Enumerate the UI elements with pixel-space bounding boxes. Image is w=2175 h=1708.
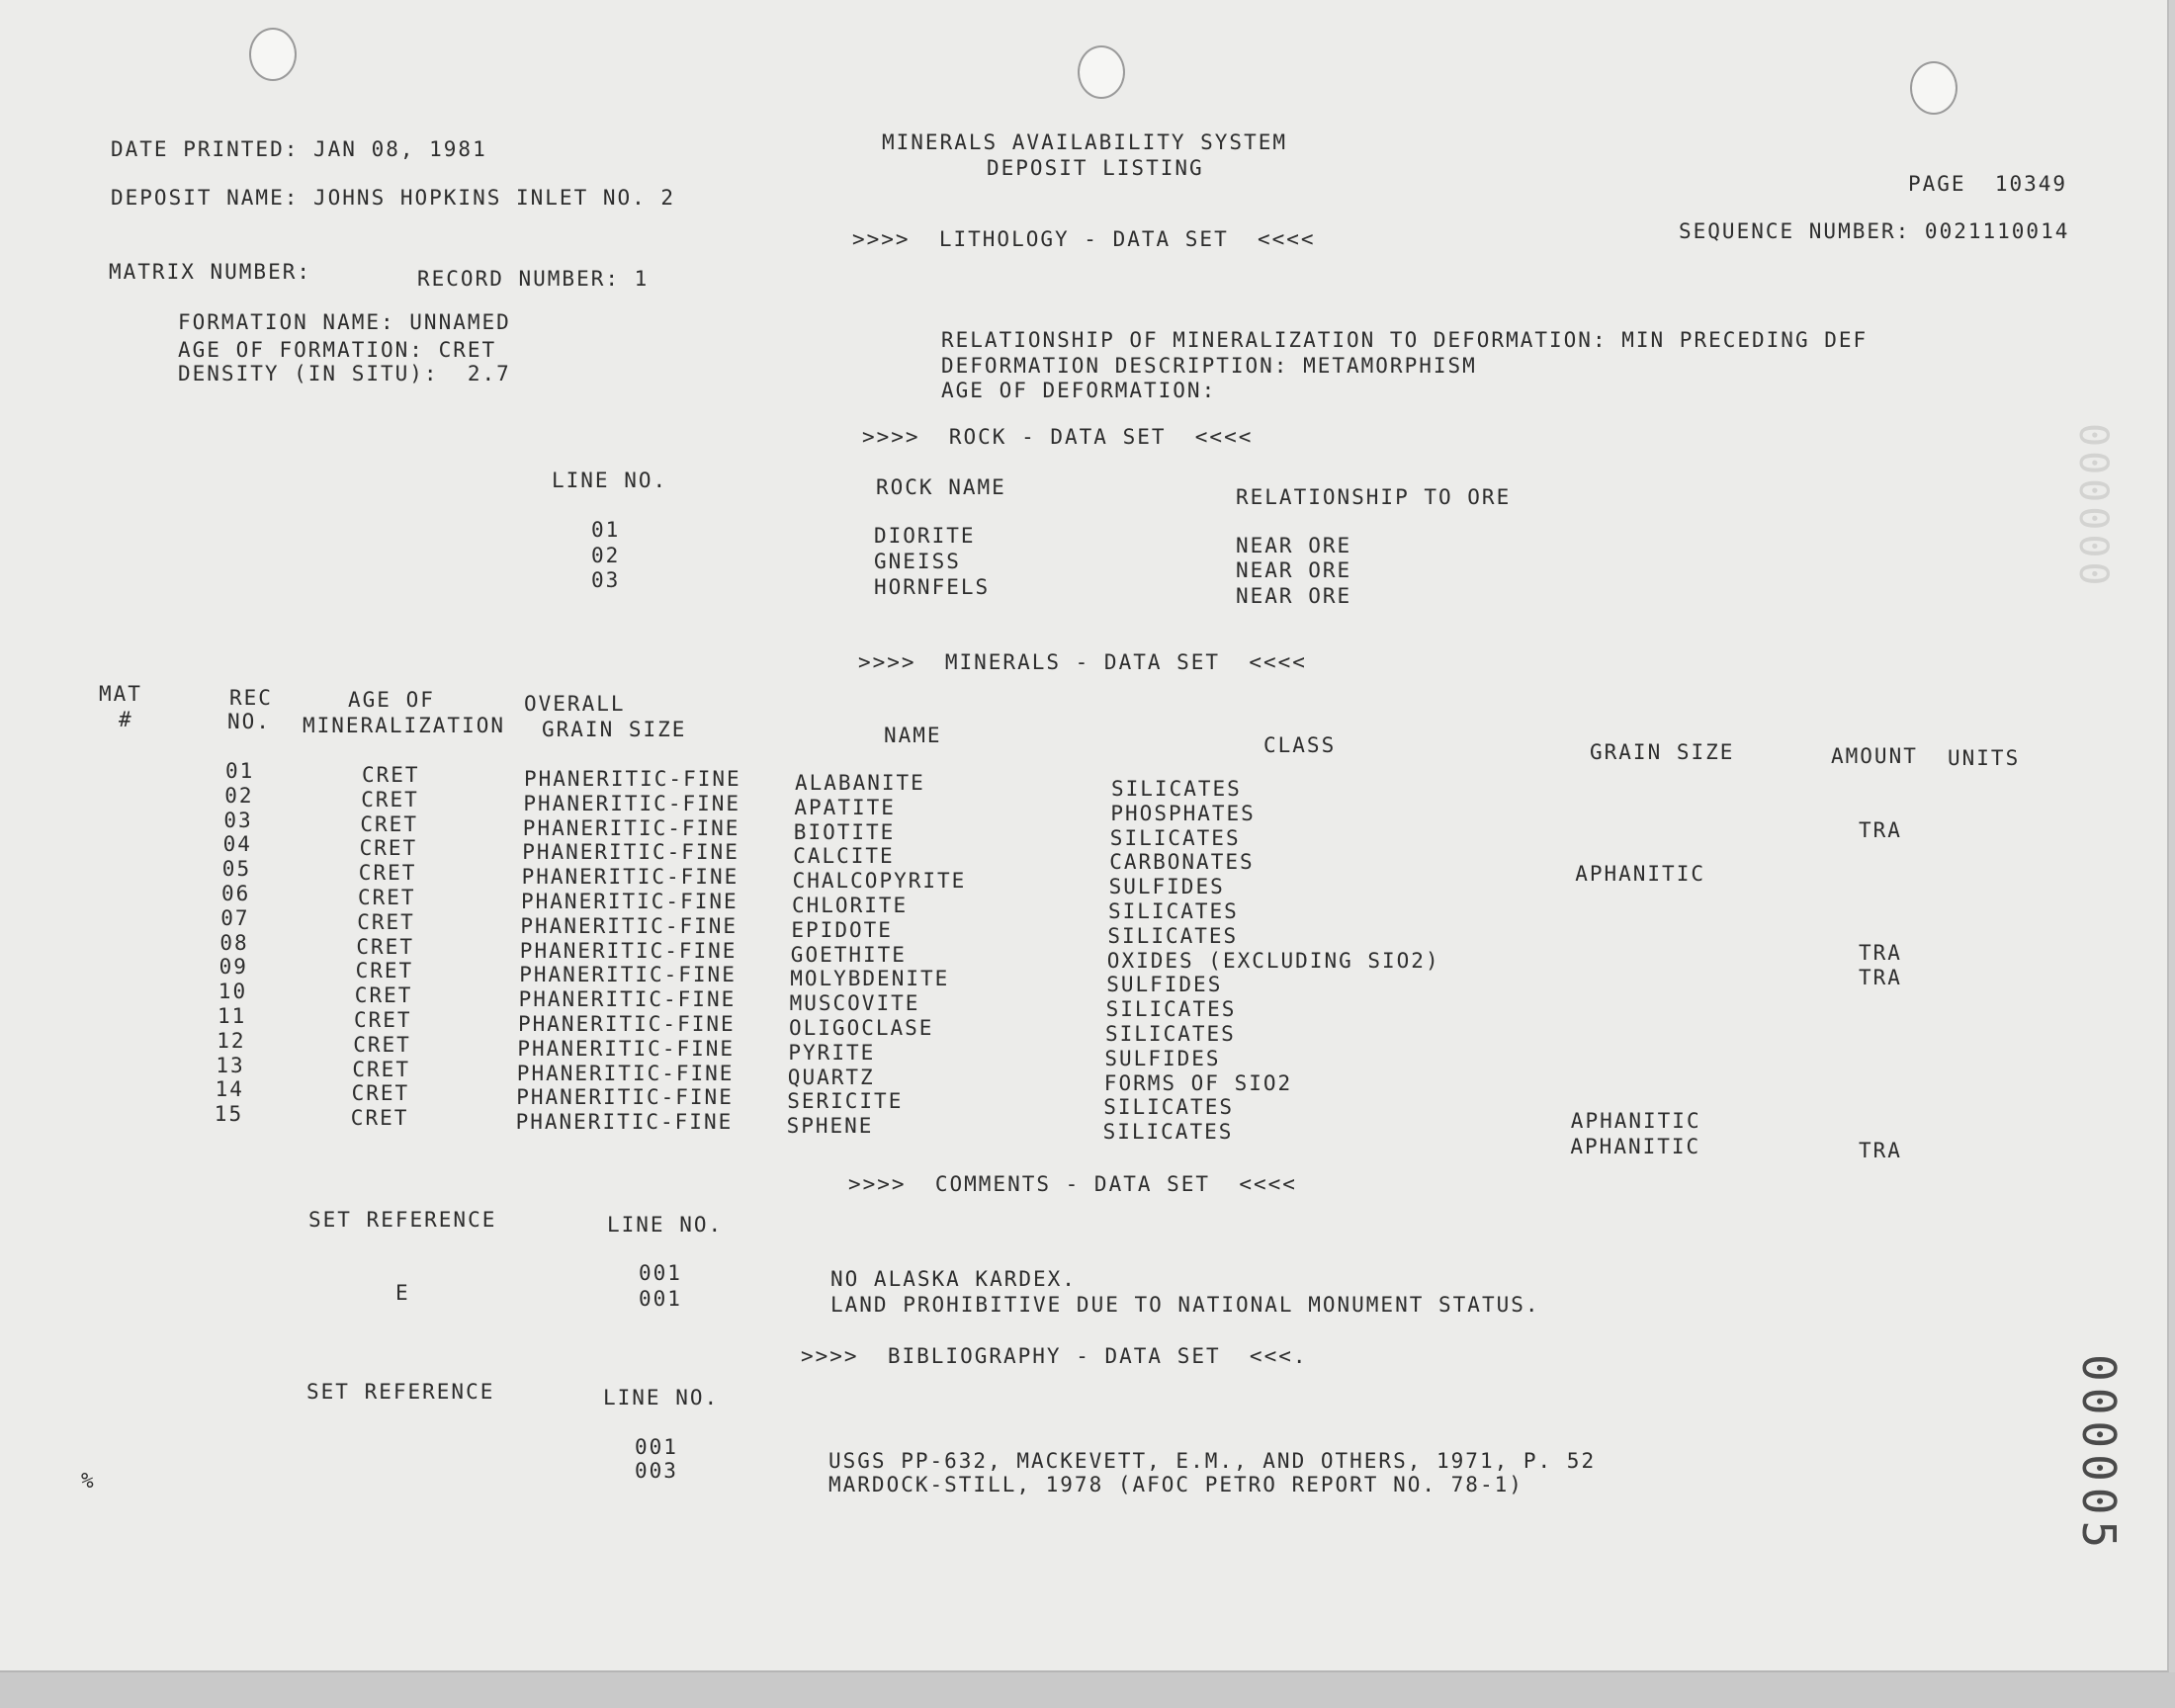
listing-subtitle: DEPOSIT LISTING — [987, 156, 1204, 180]
mineral-name: CALCITE — [793, 844, 895, 869]
bibliography-header-set: SET REFERENCE — [306, 1380, 495, 1404]
mineral-age: CRET — [358, 861, 417, 886]
minerals-header-rec: REC — [229, 686, 273, 710]
mineral-name: PYRITE — [788, 1040, 876, 1065]
mineral-name: SERICITE — [787, 1089, 904, 1114]
mineral-rec-no: 10 — [218, 980, 248, 1004]
mineral-class: PHOSPHATES — [1110, 801, 1256, 825]
mineral-class: SILICATES — [1105, 1022, 1236, 1046]
mineral-rec-no: 11 — [218, 1004, 247, 1028]
mineral-age: CRET — [358, 886, 416, 909]
comment-line-no: 001 — [639, 1287, 682, 1311]
deposit-name: DEPOSIT NAME: JOHNS HOPKINS INLET NO. 2 — [111, 186, 676, 210]
mineral-overall-grain: PHANERITIC-FINE — [516, 1085, 734, 1110]
mineral-age: CRET — [356, 934, 414, 959]
mineral-name: BIOTITE — [793, 819, 896, 844]
mineral-overall-grain: PHANERITIC-FINE — [521, 890, 739, 913]
mineral-age: CRET — [357, 909, 415, 934]
mineral-overall-grain: PHANERITIC-FINE — [519, 938, 738, 963]
mineral-overall-grain: PHANERITIC-FINE — [515, 1110, 734, 1135]
mineral-overall-grain: PHANERITIC-FINE — [518, 987, 737, 1012]
mineral-rec-no: 07 — [220, 905, 250, 930]
minerals-header-units: UNITS — [1948, 746, 2021, 770]
mineral-class: SILICATES — [1105, 997, 1237, 1022]
comment-text: LAND PROHIBITIVE DUE TO NATIONAL MONUMENT STATUS. — [830, 1293, 1540, 1317]
mineral-age: CRET — [352, 1057, 410, 1081]
bibliography-line-no: 001 — [635, 1435, 678, 1459]
bibliography-entry: MARDOCK-STILL, 1978 (AFOC PETRO REPORT NO. 78-1) — [828, 1473, 1523, 1496]
lithology-banner: >>>> LITHOLOGY - DATA SET <<<< — [852, 227, 1316, 251]
mineral-rec-no: 14 — [215, 1077, 244, 1102]
minerals-header-mat-hash: # — [119, 708, 133, 731]
mineral-age: CRET — [361, 787, 419, 811]
scan-border — [0, 1672, 2175, 1708]
mineral-age: CRET — [359, 836, 418, 861]
mineral-rec-no: 01 — [225, 759, 255, 783]
bibliography-entry: USGS PP-632, MACKEVETT, E.M., AND OTHERS, 1971, P. 52 — [828, 1449, 1597, 1473]
mineral-rec-no: 03 — [223, 808, 253, 832]
mineral-amount: TRA — [1859, 818, 1902, 842]
comments-header-set: SET REFERENCE — [308, 1208, 497, 1232]
rock-header-relation: RELATIONSHIP TO ORE — [1236, 485, 1512, 509]
punch-hole — [1078, 45, 1125, 99]
mineral-rec-no: 08 — [219, 930, 249, 955]
rock-row-line: 03 — [591, 568, 621, 592]
mineral-name: ALABANITE — [795, 771, 925, 795]
date-printed: DATE PRINTED: JAN 08, 1981 — [111, 137, 487, 161]
mineral-rec-no: 02 — [224, 783, 254, 808]
minerals-header-class: CLASS — [1263, 733, 1337, 757]
rock-row-relation: NEAR ORE — [1236, 534, 1352, 557]
bibliography-header-line: LINE NO. — [603, 1386, 720, 1409]
mineralization-relationship: RELATIONSHIP OF MINERALIZATION TO DEFORMATION: MIN PRECEDING DEF — [941, 328, 1869, 352]
comments-set-reference: E — [395, 1281, 410, 1305]
mineral-age: CRET — [354, 983, 413, 1008]
mineral-name: CHLORITE — [792, 894, 909, 917]
punch-hole — [1910, 61, 1958, 115]
mineral-class: SILICATES — [1103, 1095, 1234, 1120]
mineral-name: CHALCOPYRITE — [792, 869, 967, 894]
mineral-class: OXIDES (EXCLUDING SIO2) — [1106, 948, 1440, 973]
comment-text: NO ALASKA KARDEX. — [830, 1267, 1077, 1291]
mineral-class: SILICATES — [1102, 1120, 1234, 1145]
mineral-overall-grain: PHANERITIC-FINE — [518, 1012, 736, 1036]
mineral-grain-size: APHANITIC — [1570, 1135, 1701, 1158]
density: DENSITY (IN SITU): 2.7 — [178, 362, 511, 385]
mineral-name: MOLYBDENITE — [790, 967, 950, 991]
mineral-amount: TRA — [1859, 941, 1902, 965]
mineral-age: CRET — [355, 959, 414, 983]
minerals-header-rec-no: NO. — [227, 710, 271, 733]
comments-header-line: LINE NO. — [607, 1213, 724, 1237]
mineral-class: FORMS OF SIO2 — [1103, 1070, 1293, 1095]
mineral-rec-no: 05 — [221, 857, 252, 882]
minerals-header-mat: MAT — [99, 682, 142, 706]
rock-row-name: GNEISS — [874, 550, 961, 573]
mineral-class: SULFIDES — [1104, 1046, 1221, 1070]
mineral-overall-grain: PHANERITIC-FINE — [520, 913, 739, 938]
mineral-class: SILICATES — [1107, 923, 1239, 948]
mineral-overall-grain: PHANERITIC-FINE — [516, 1061, 735, 1085]
rock-header-name: ROCK NAME — [876, 475, 1006, 499]
side-stamp: 000005 — [2072, 1354, 2126, 1555]
mineral-amount: TRA — [1859, 966, 1902, 989]
deformation-age: AGE OF DEFORMATION: — [941, 379, 1217, 402]
mineral-age: CRET — [354, 1008, 412, 1032]
mineral-class: SILICATES — [1108, 899, 1239, 923]
rock-row-line: 02 — [591, 544, 621, 567]
sequence-number: SEQUENCE NUMBER: 0021110014 — [1679, 219, 2070, 243]
mineral-age: CRET — [350, 1106, 409, 1131]
mineral-grain-size: APHANITIC — [1570, 1109, 1701, 1133]
mineral-age: CRET — [362, 763, 420, 787]
mineral-age: CRET — [351, 1081, 410, 1106]
rock-row-name: DIORITE — [874, 524, 976, 548]
rock-row-relation: NEAR ORE — [1236, 584, 1352, 608]
mineral-overall-grain: PHANERITIC-FINE — [519, 963, 737, 987]
mineral-age: CRET — [360, 811, 418, 836]
formation-name: FORMATION NAME: UNNAMED — [178, 310, 511, 334]
mineral-overall-grain: PHANERITIC-FINE — [524, 767, 741, 791]
minerals-header-name: NAME — [884, 724, 942, 747]
bibliography-line-no: 003 — [635, 1459, 678, 1483]
matrix-number: MATRIX NUMBER: — [109, 260, 312, 284]
comments-banner: >>>> COMMENTS - DATA SET <<<< — [848, 1172, 1297, 1196]
mineral-rec-no: 13 — [216, 1053, 245, 1077]
mineral-name: QUARTZ — [787, 1065, 875, 1089]
mineral-name: OLIGOCLASE — [789, 1016, 934, 1040]
system-title: MINERALS AVAILABILITY SYSTEM — [882, 130, 1288, 154]
minerals-banner: >>>> MINERALS - DATA SET <<<< — [858, 650, 1307, 674]
mineral-overall-grain: PHANERITIC-FINE — [523, 791, 741, 815]
formation-age: AGE OF FORMATION: CRET — [178, 338, 497, 362]
mineral-overall-grain: PHANERITIC-FINE — [522, 815, 740, 840]
minerals-header-mineralization: MINERALIZATION — [303, 714, 506, 737]
mineral-rec-no: 04 — [222, 832, 252, 857]
mineral-class: SILICATES — [1111, 777, 1242, 801]
punch-hole — [249, 28, 297, 81]
mineral-amount: TRA — [1859, 1139, 1902, 1162]
margin-percent-mark: % — [81, 1469, 96, 1493]
minerals-header-grainsize: GRAIN SIZE — [1590, 740, 1735, 764]
mineral-class: SULFIDES — [1106, 973, 1223, 997]
rock-header-line: LINE NO. — [552, 469, 668, 492]
rock-row-line: 01 — [591, 518, 621, 542]
deformation-description: DEFORMATION DESCRIPTION: METAMORPHISM — [941, 354, 1477, 378]
rock-row-name: HORNFELS — [874, 575, 991, 599]
mineral-overall-grain: PHANERITIC-FINE — [522, 840, 740, 865]
mineral-overall-grain: PHANERITIC-FINE — [521, 865, 740, 890]
mineral-age: CRET — [353, 1032, 411, 1057]
mineral-grain-size: APHANITIC — [1575, 861, 1705, 886]
bibliography-banner: >>>> BIBLIOGRAPHY - DATA SET <<<. — [801, 1344, 1308, 1368]
mineral-name: MUSCOVITE — [789, 991, 920, 1016]
mineral-name: SPHENE — [786, 1114, 874, 1139]
mineral-name: APATITE — [794, 795, 896, 819]
page-number: PAGE 10349 — [1908, 172, 2068, 196]
mineral-name: EPIDOTE — [791, 917, 893, 942]
mineral-class: SULFIDES — [1108, 875, 1225, 899]
mineral-class: SILICATES — [1109, 825, 1241, 850]
rock-row-relation: NEAR ORE — [1236, 558, 1352, 582]
mineral-name: GOETHITE — [790, 942, 907, 967]
mineral-rec-no: 06 — [221, 882, 251, 905]
comment-line-no: 001 — [639, 1261, 682, 1285]
minerals-header-grain-size: GRAIN SIZE — [542, 718, 687, 741]
minerals-header-age: AGE OF — [348, 688, 435, 712]
mineral-rec-no: 15 — [214, 1102, 244, 1127]
faded-side-stamp: 000000 — [2070, 423, 2116, 590]
mineral-class: CARBONATES — [1109, 850, 1255, 875]
record-number: RECORD NUMBER: 1 — [417, 267, 650, 291]
mineral-rec-no: 09 — [218, 955, 248, 980]
mineral-overall-grain: PHANERITIC-FINE — [517, 1036, 736, 1061]
minerals-header-overall: OVERALL — [524, 692, 626, 716]
minerals-header-amount: AMOUNT — [1831, 744, 1918, 768]
rock-banner: >>>> ROCK - DATA SET <<<< — [862, 425, 1254, 449]
mineral-rec-no: 12 — [217, 1028, 246, 1053]
